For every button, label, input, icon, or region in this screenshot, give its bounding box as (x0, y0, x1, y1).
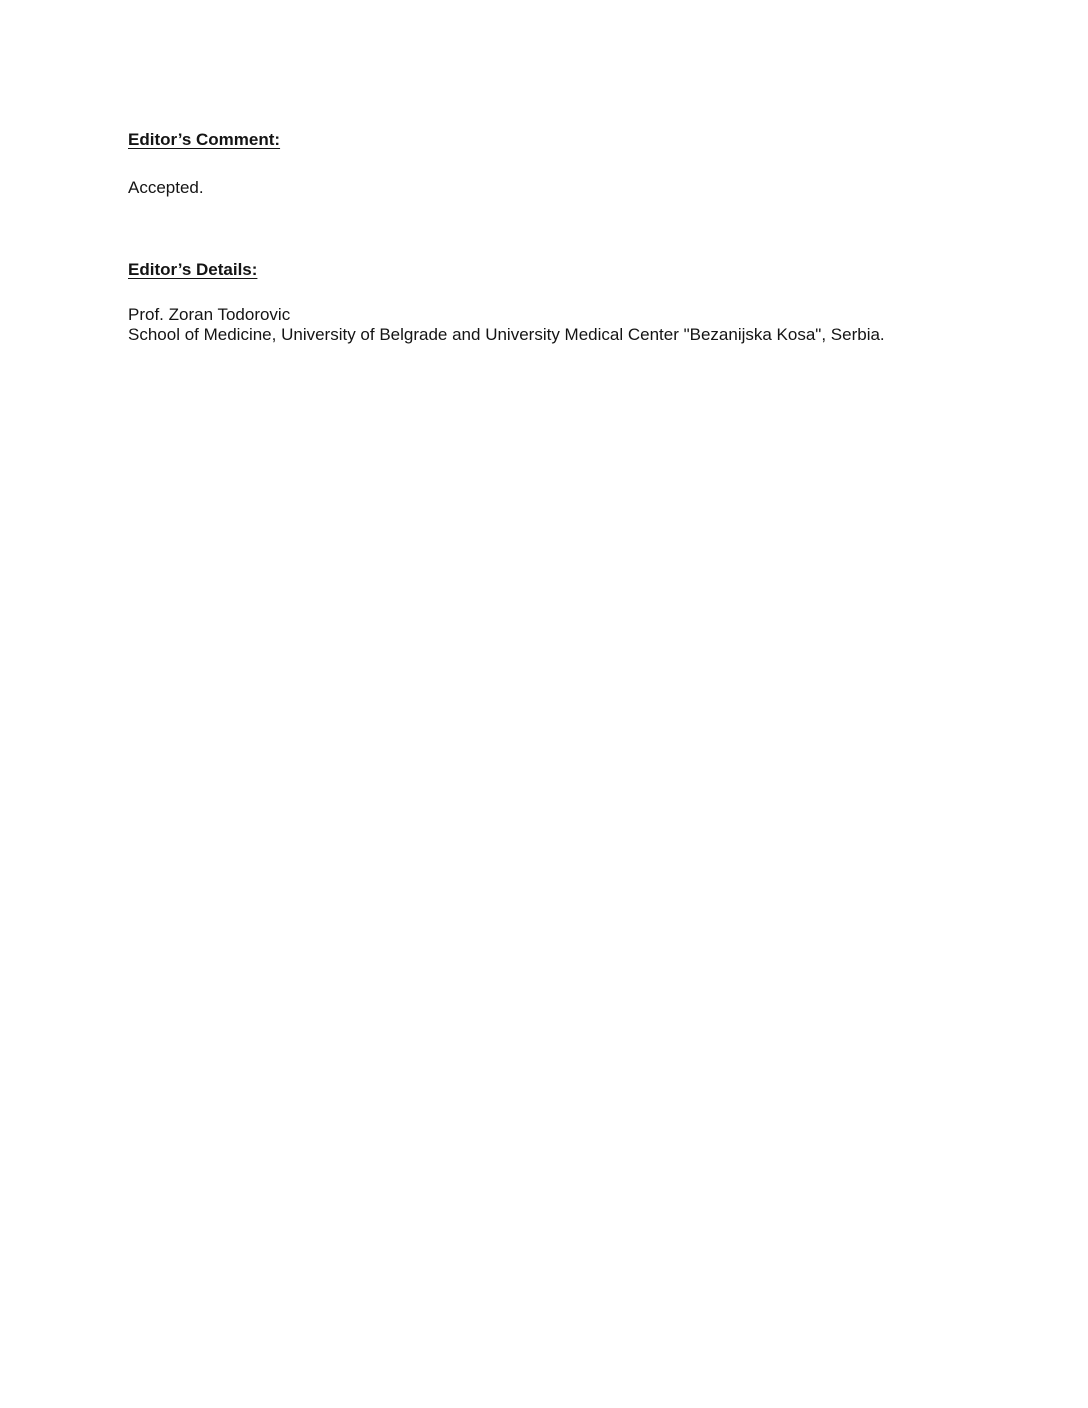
editors-details-heading: Editor’s Details: (128, 260, 258, 279)
editor-affiliation: School of Medicine, University of Belgrade and University Medical Center "Bezanijska Kosa", Serbia. (128, 325, 885, 344)
editors-comment-heading: Editor’s Comment: (128, 130, 281, 149)
editor-name: Prof. Zoran Todorovic (128, 305, 291, 324)
editors-comment-body: Accepted. (128, 178, 204, 197)
document-content (128, 130, 988, 345)
